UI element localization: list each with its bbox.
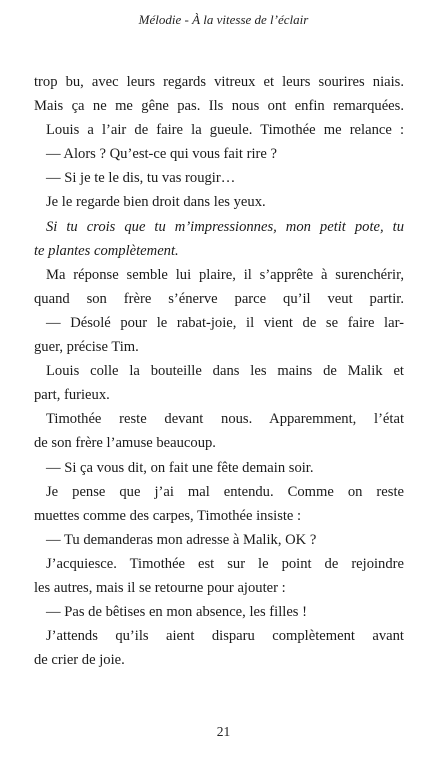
- text-line: — Désolé pour le rabat-joie, il vient de se faire lar-: [46, 314, 404, 331]
- text-line: de crier de joie.: [34, 652, 125, 669]
- text-line: Ma réponse semble lui plaire, il s’apprête à surenchérir,: [46, 266, 404, 283]
- text-line: les autres, mais il se retourne pour ajouter :: [34, 579, 286, 596]
- text-line: Timothée reste devant nous. Apparemment, l’état: [46, 411, 404, 428]
- text-line: — Pas de bêtises en mon absence, les filles !: [46, 604, 307, 621]
- text-line: Je pense que j’ai mal entendu. Comme on reste: [46, 483, 404, 500]
- text-line: part, furieux.: [34, 387, 110, 404]
- text-line: — Alors ? Qu’est-ce qui vous fait rire ?: [46, 146, 277, 163]
- text-line: Mais ça ne me gêne pas. Ils nous ont enfin remarquées.: [34, 98, 404, 115]
- text-line: Louis colle la bouteille dans les mains de Malik et: [46, 363, 404, 380]
- text-line: — Si ça vous dit, on fait une fête demain soir.: [46, 459, 314, 476]
- text-line: Si tu crois que tu m’impressionnes, mon petit pote, tu: [46, 218, 404, 235]
- text-line: de son frère l’amuse beaucoup.: [34, 435, 216, 452]
- text-line: guer, précise Tim.: [34, 339, 139, 356]
- text-line: trop bu, avec leurs regards vitreux et leurs sourires niais.: [34, 74, 404, 90]
- text-line: te plantes complètement.: [34, 242, 179, 259]
- text-line: — Si je te le dis, tu vas rougir…: [46, 170, 236, 187]
- text-line: Je le regarde bien droit dans les yeux.: [46, 194, 266, 211]
- body-text: [34, 70, 404, 672]
- text-line: J’attends qu’ils aient disparu complètement avant: [46, 628, 404, 645]
- text-line: — Tu demanderas mon adresse à Malik, OK ?: [46, 531, 317, 548]
- text-line: muettes comme des carpes, Timothée insiste :: [34, 507, 302, 524]
- page-number: 21: [216, 724, 231, 739]
- running-header: Mélodie - À la vitesse de l’éclair: [138, 12, 309, 27]
- text-line: quand son frère s’énerve parce qu’il veut partir.: [34, 290, 404, 307]
- text-line: Louis a l’air de faire la gueule. Timothée me relance :: [46, 122, 404, 139]
- text-line: J’acquiesce. Timothée est sur le point de rejoindre: [46, 555, 404, 572]
